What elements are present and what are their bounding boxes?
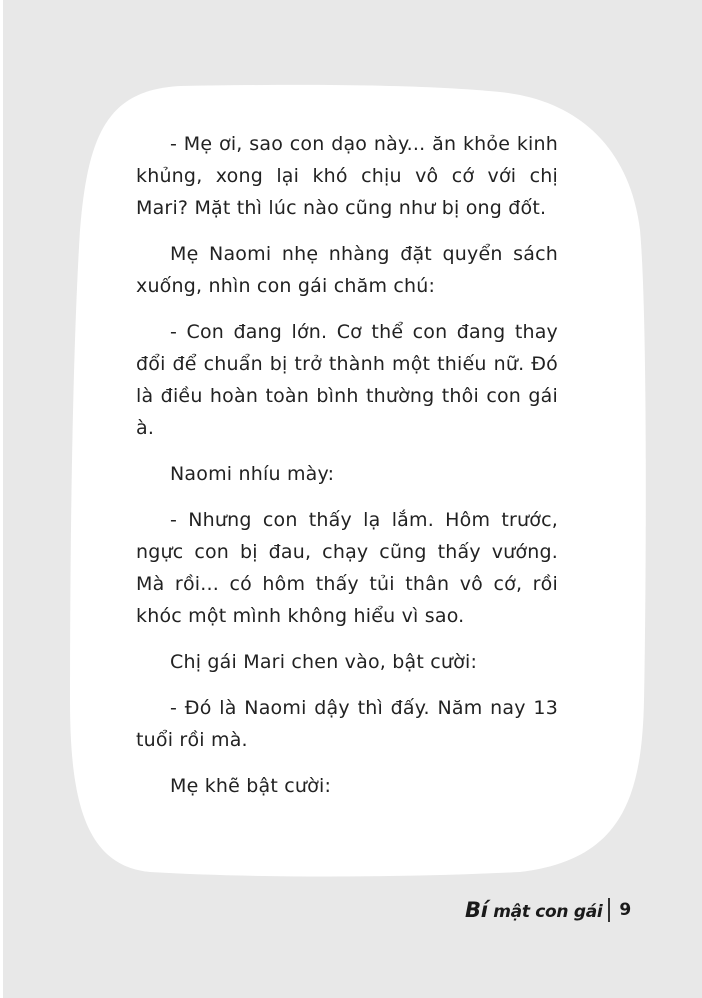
paragraph: Mẹ khẽ bật cười: bbox=[170, 775, 332, 797]
page-footer bbox=[465, 896, 631, 924]
paragraph: - Đó là Naomi dậy thì đấy. Năm nay 13 tuổi rồi mà. bbox=[136, 697, 558, 751]
book-title bbox=[465, 898, 602, 922]
book-title-rest: mật con gái bbox=[487, 902, 603, 922]
story-text bbox=[136, 128, 558, 816]
paragraph: Mẹ Naomi nhẹ nhàng đặt quyển sách xuống, nhìn con gái chăm chú: bbox=[136, 243, 558, 297]
footer-separator bbox=[608, 898, 610, 922]
paragraph: Chị gái Mari chen vào, bật cười: bbox=[170, 651, 478, 673]
paragraph: - Con đang lớn. Cơ thể con đang thay đổi để chuẩn bị trở thành một thiếu nữ. Đó là điều hoàn toàn bình thường thôi con gái à. bbox=[136, 321, 558, 439]
paragraph: - Mẹ ơi, sao con dạo này... ăn khỏe kinh khủng, xong lại khó chịu vô cớ với chị Mari? Mặt thì lúc nào cũng như bị ong đốt. bbox=[136, 133, 558, 219]
page-number: 9 bbox=[619, 900, 632, 920]
book-title-first-word: Bí bbox=[465, 898, 488, 922]
paragraph: - Nhưng con thấy lạ lắm. Hôm trước, ngực con bị đau, chạy cũng thấy vướng. Mà rồi... có hôm thấy tủi thân vô cớ, rồi khóc một mình không hiểu vì sao. bbox=[136, 509, 558, 627]
paragraph: Naomi nhíu mày: bbox=[170, 463, 335, 485]
